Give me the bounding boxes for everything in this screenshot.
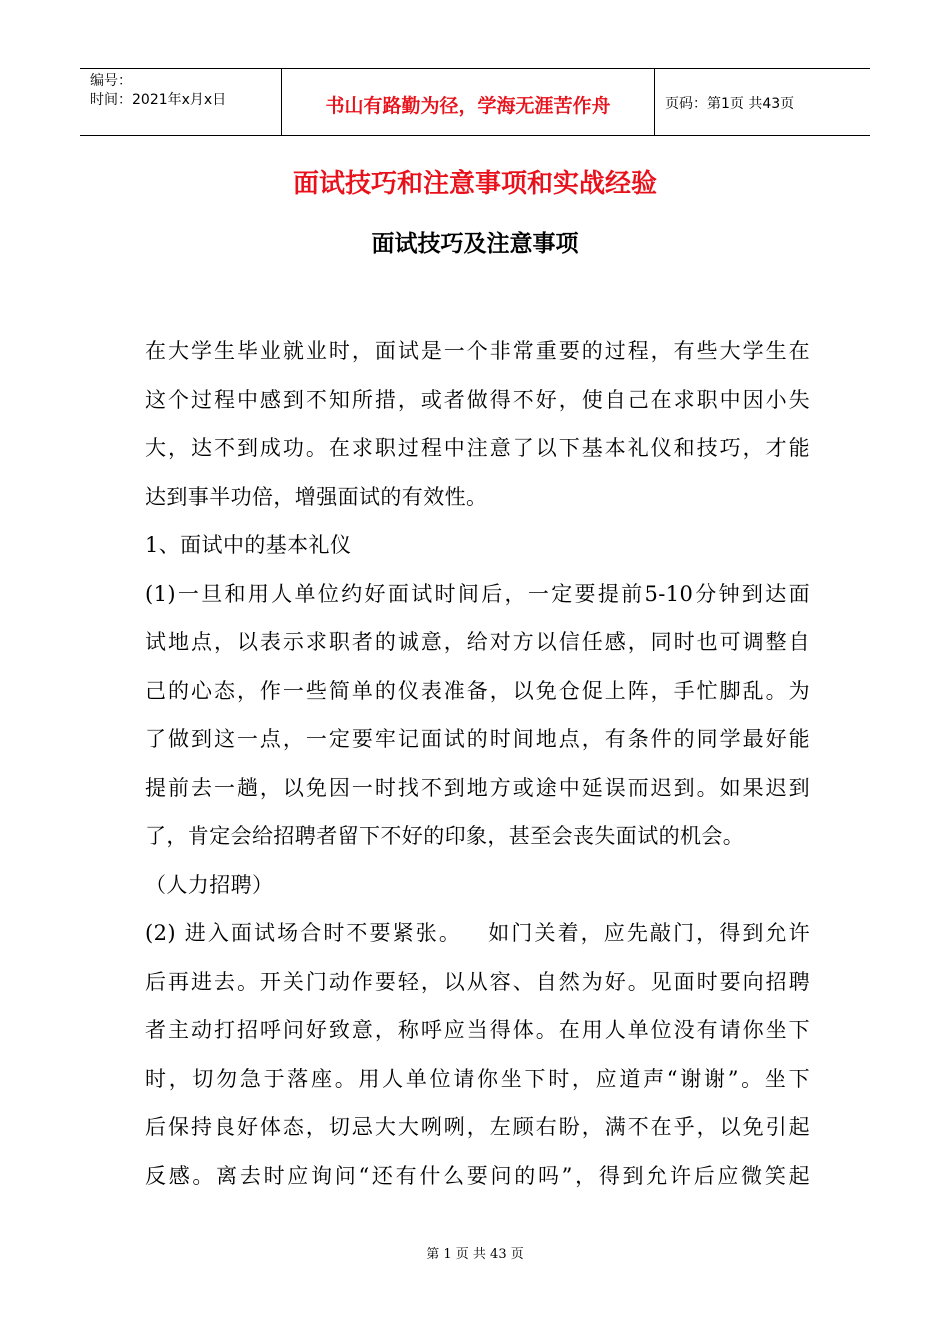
body-line: 了，肯定会给招聘者留下不好的印象，甚至会丧失面试的机会。 <box>145 824 745 848</box>
body-line: 反感。离去时应询问“还有什么要问的吗”，得到允许后应微笑起 <box>145 1163 810 1188</box>
body-line: 了做到这一点，一定要牢记面试的时间地点，有条件的同学最好能 <box>145 727 810 751</box>
body-line: (2) 进入面试场合时不要紧张。 如门关着，应先敲门，得到允许 <box>145 921 810 945</box>
body-line: （人力招聘） <box>145 872 274 897</box>
document-number-label: 编号： <box>90 73 132 89</box>
document-body <box>145 327 810 1200</box>
header-page-info: 页码：第1页 共43页 <box>665 96 795 112</box>
body-line: 己的心态，作一些简单的仪表准备，以免仓促上阵，手忙脚乱。为 <box>145 678 810 703</box>
body-line: 大，达不到成功。在求职过程中注意了以下基本礼仪和技巧，才能 <box>145 436 810 460</box>
body-line: 提前去一趟，以免因一时找不到地方或途中延误而迟到。如果迟到 <box>145 775 810 800</box>
body-line: 者主动打招呼问好致意，称呼应当得体。在用人单位没有请你坐下 <box>145 1018 810 1042</box>
document-title: 面试技巧和注意事项和实战经验 <box>292 169 657 199</box>
body-line: 在大学生毕业就业时，面试是一个非常重要的过程，有些大学生在 <box>145 339 810 363</box>
body-line: 时，切勿急于落座。用人单位请你坐下时，应道声“谢谢”。坐下 <box>145 1066 810 1091</box>
body-line: 这个过程中感到不知所措，或者做得不好，使自己在求职中因小失 <box>145 387 810 412</box>
document-subtitle: 面试技巧及注意事项 <box>371 231 579 257</box>
document-header <box>80 68 870 136</box>
header-meta <box>80 69 281 135</box>
body-line: (1)一旦和用人单位约好面试时间后，一定要提前5-10分钟到达面 <box>145 581 810 606</box>
document-date: 时间：2021年x月x日 <box>90 92 227 108</box>
body-line: 试地点，以表示求职者的诚意，给对方以信任感，同时也可调整自 <box>145 630 810 654</box>
body-line: 后再进去。开关门动作要轻，以从容、自然为好。见面时要向招聘 <box>145 969 810 994</box>
page-footer: 第 1 页 共 43 页 <box>426 1247 524 1262</box>
section-heading: 1、面试中的基本礼仪 <box>145 533 352 557</box>
header-motto: 书山有路勤为径，学海无涯苦作舟 <box>281 69 655 135</box>
body-line: 达到事半功倍，增强面试的有效性。 <box>145 484 488 509</box>
body-line: 后保持良好体态，切忌大大咧咧，左顾右盼，满不在乎，以免引起 <box>145 1115 810 1139</box>
